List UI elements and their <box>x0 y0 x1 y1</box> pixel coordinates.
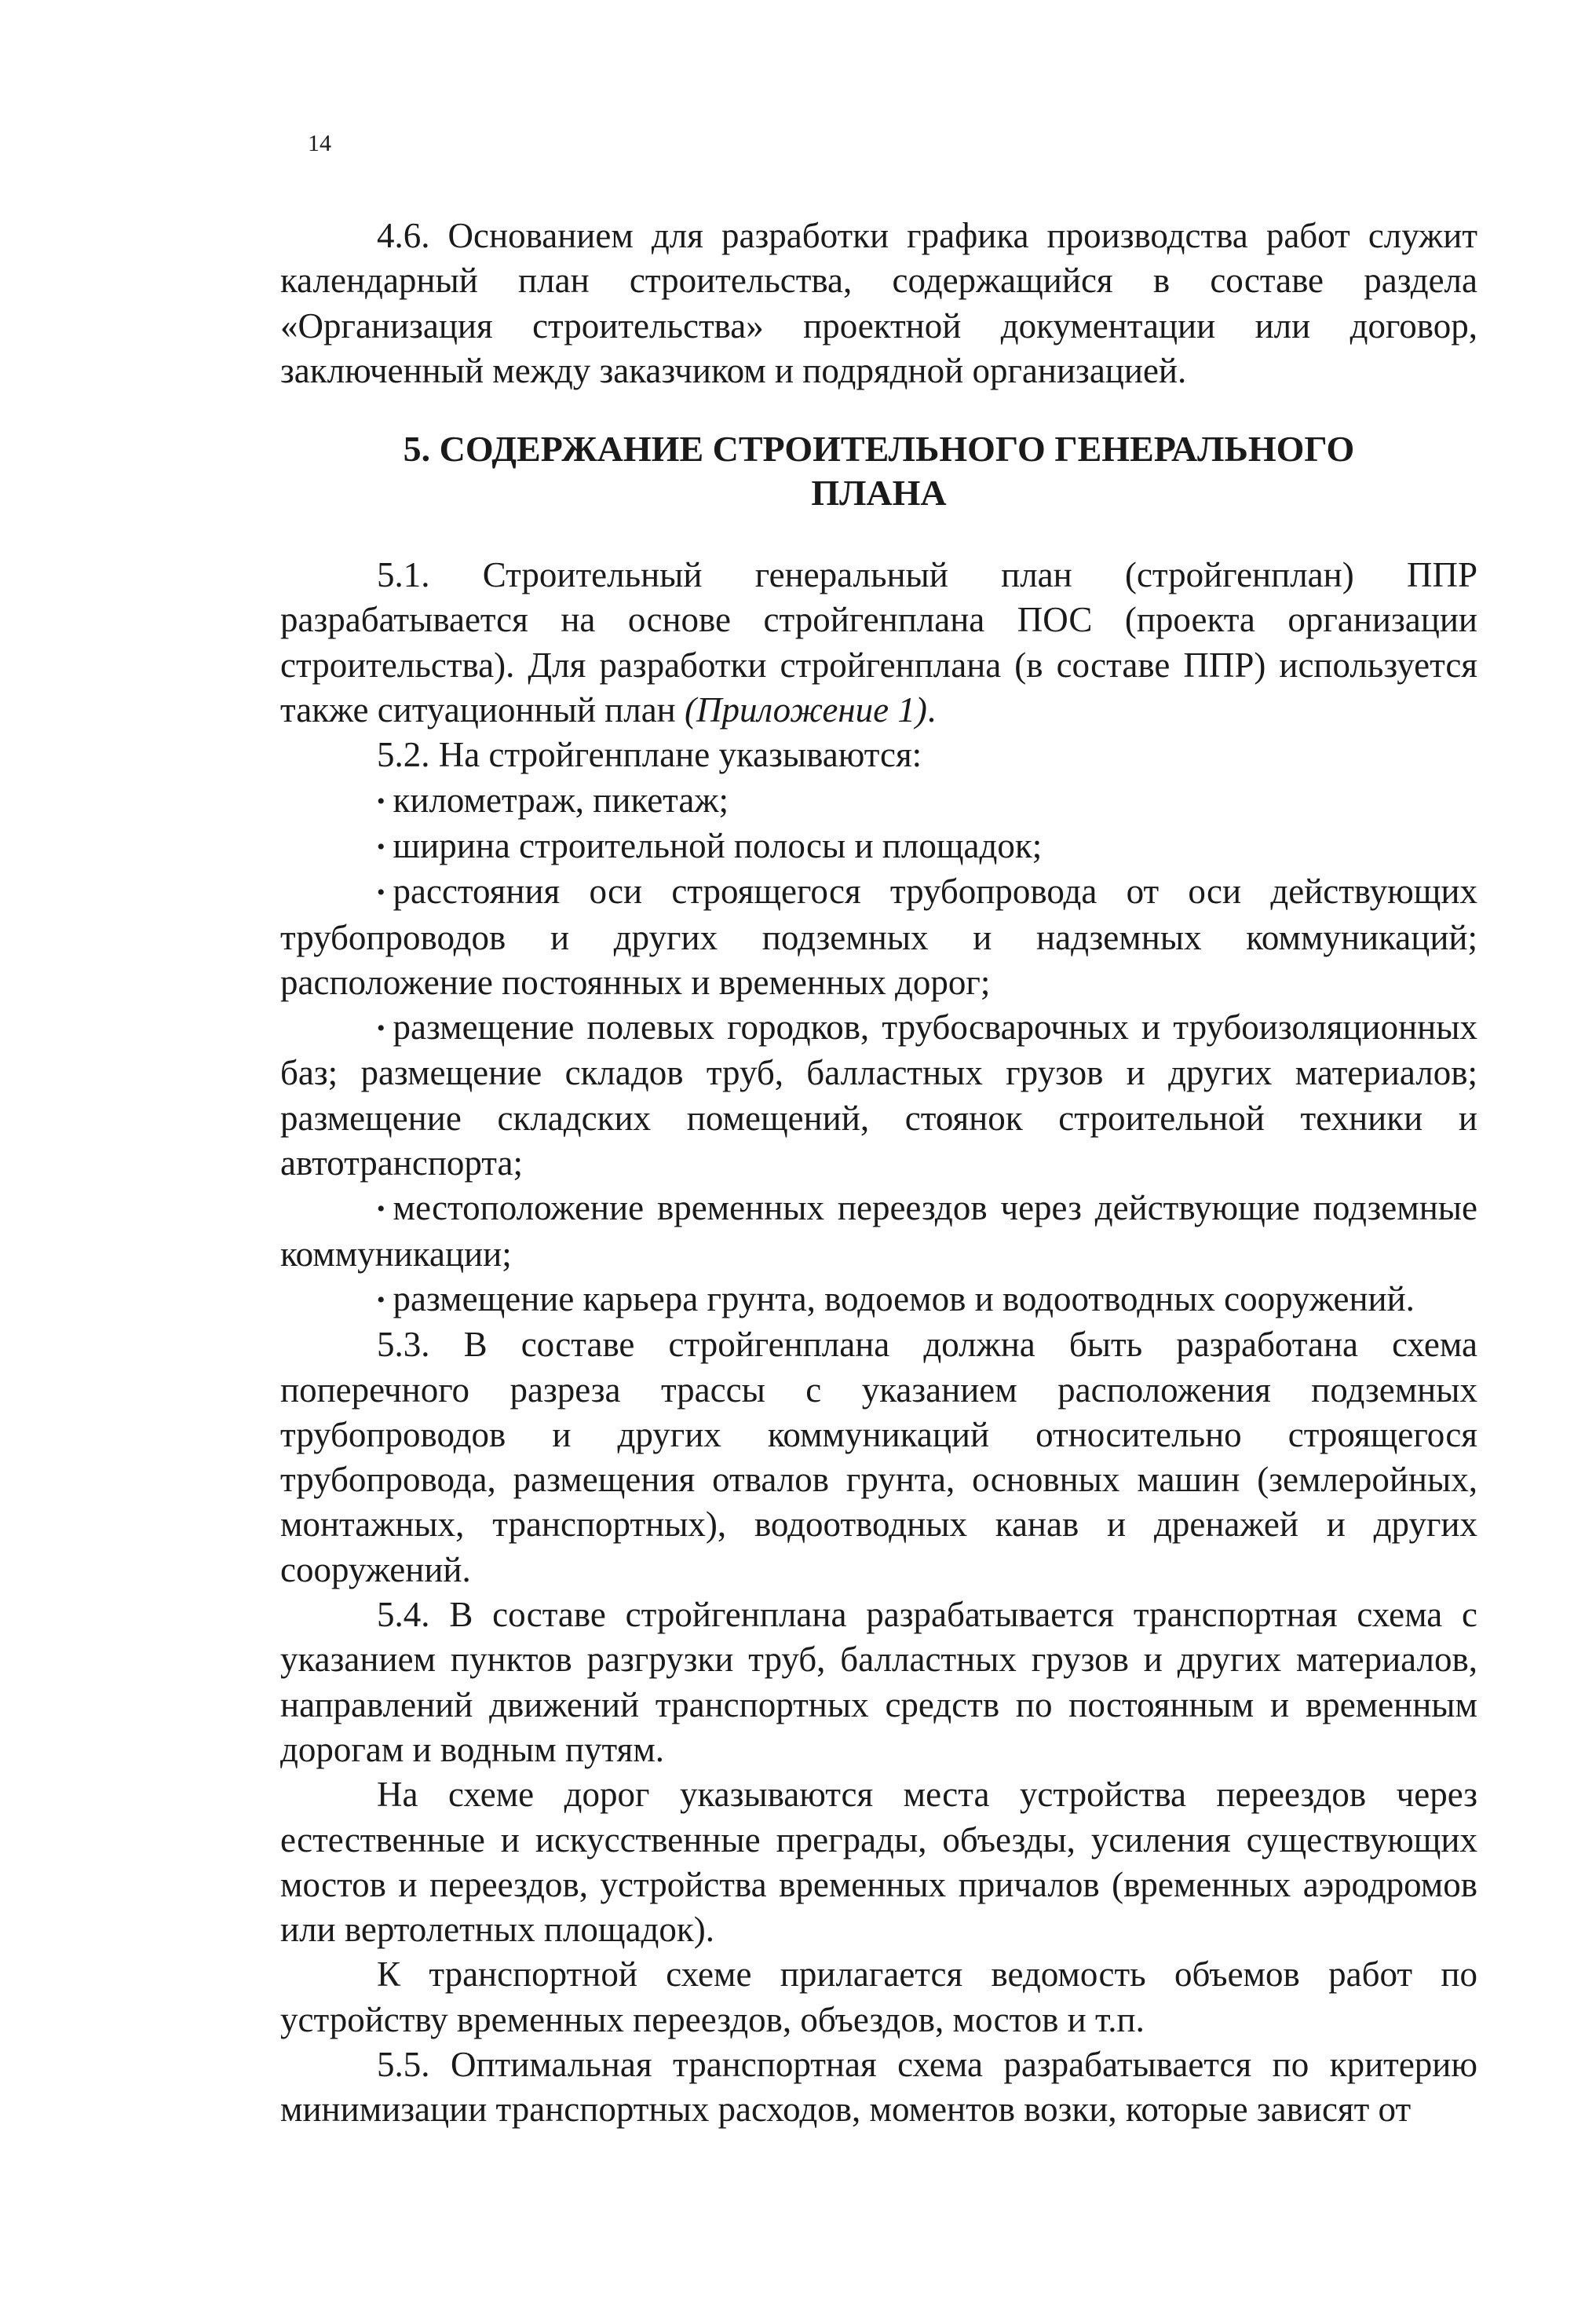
list-item-text: размещение полевых городков, трубосварочных и трубоизоляционных баз; размещение складов труб, балластных грузов и других материалов; размещение складских помещений, стоянок строительной техники и автотранспорта; <box>280 1007 1477 1183</box>
list-item <box>280 1277 1477 1322</box>
paragraph-5-3: 5.3. В составе стройгенплана должна быть разработана схема поперечного разреза трассы с указанием расположения подземных трубопроводов и других коммуникаций относительно строящегося трубопровода, размещения отвалов грунта, основных машин (землеройных, монтажных, транспортных), водоотводных канав и дренажей и других сооружений. <box>280 1325 1477 1589</box>
bullet-icon: • <box>377 879 385 906</box>
list-item-text: местоположение временных переездов через действующие подземные коммуникации; <box>280 1188 1477 1274</box>
list-item-text: размещение карьера грунта, водоемов и водоотводных сооружений. <box>393 1278 1415 1318</box>
list-item <box>280 824 1477 869</box>
paragraph-5-1 <box>280 553 1477 733</box>
paragraph-4-6: 4.6. Основанием для разработки графика производства работ служит календарный план строительства, содержащийся в составе раздела «Организация строительства» проектной документации или договор, заключенный между заказчиком и подрядной организацией. <box>280 216 1477 390</box>
paragraph-5-2: 5.2. На стройгенплане указываются: <box>377 735 922 775</box>
section-5-heading-line-2: ПЛАНА <box>811 473 947 514</box>
section-5-heading <box>280 427 1477 515</box>
list-item-text: километраж, пикетаж; <box>393 780 729 820</box>
document-body <box>280 214 1477 2133</box>
paragraph-road-scheme: На схеме дорог указываются места устройства переездов через естественные и искусственные преграды, объезды, усиления существующих мостов и переездов, устройства временных причалов (временных аэродромов или вертолетных площадок). <box>280 1775 1477 1950</box>
page-number: 14 <box>308 130 331 156</box>
paragraph-5-1-end: . <box>926 690 937 730</box>
section-5-heading-line-1: 5. СОДЕРЖАНИЕ СТРОИТЕЛЬНОГО ГЕНЕРАЛЬНОГО <box>403 429 1355 470</box>
list-item <box>280 1186 1477 1277</box>
list-item <box>280 778 1477 824</box>
list-item <box>280 1005 1477 1186</box>
bullet-list <box>280 778 1477 1323</box>
paragraph-5-4: 5.4. В составе стройгенплана разрабатывается транспортная схема с указанием пунктов разгрузки труб, балластных грузов и других материалов, направлений движений транспортных средств по постоянным и временным дорогам и водным путям. <box>280 1595 1477 1769</box>
bullet-icon: • <box>377 788 385 814</box>
paragraph-5-1-text: 5.1. Строительный генеральный план (стройгенплан) ППР разрабатывается на основе стройгенплана ПОС (проекта организации строительства). Для разработки стройгенплана (в составе ППР) используется также ситуационный план <box>280 555 1477 730</box>
bullet-icon: • <box>377 833 385 860</box>
appendix-reference: (Приложение 1) <box>685 690 927 730</box>
bullet-icon: • <box>377 1015 385 1042</box>
bullet-icon: • <box>377 1196 385 1223</box>
list-item-text: расстояния оси строящегося трубопровода от оси действующих трубопроводов и других подземных и надземных коммуникаций; расположение постоянных и временных дорог; <box>280 872 1477 1002</box>
list-item <box>280 869 1477 1005</box>
list-item-text: ширина строительной полосы и площадок; <box>393 825 1043 865</box>
paragraph-transport-statement: К транспортной схеме прилагается ведомость объемов работ по устройству временных переездов, объездов, мостов и т.п. <box>280 1955 1477 2039</box>
paragraph-5-5: 5.5. Оптимальная транспортная схема разрабатывается по критерию минимизации транспортных расходов, моментов возки, которые зависят от <box>280 2044 1477 2130</box>
bullet-icon: • <box>377 1286 385 1313</box>
